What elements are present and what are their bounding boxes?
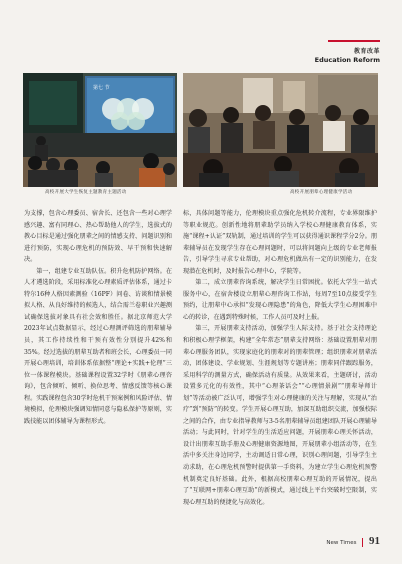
discussion-illustration	[183, 73, 378, 187]
classroom-illustration	[23, 73, 177, 187]
slide-title: 第七 节	[93, 85, 110, 91]
photo-classroom-lecture	[23, 73, 177, 187]
paragraph: 为支撑，包含心理委员、宿舍长、还包含一些对心理学感兴趣、富有同理心、热心帮助他人的学生，选拔式的教心目标是通过强化朋辈之间的情感支持、问题识别和进行预防，实现心理危机的预防效、早干预和快速解决。	[24, 210, 172, 264]
page-number: 91	[369, 535, 380, 547]
page-footer	[326, 535, 380, 547]
header-accent-bar	[328, 40, 380, 42]
article-column-left	[24, 208, 172, 427]
footer-divider	[362, 538, 363, 547]
photo-caption-2: 高校开展朋辈心理健康学活动	[290, 190, 353, 195]
paragraph: 标，具体问题等能力，伦理模块重点强化危机转介流程，专业界限维护等职业规范。创新性地将朋辈助学员纳入学校心理健康教育体系，实施“课程+认证”双轨制，通过培训的学生可以获得通识课程学分2分。朋辈辅导员在发现学生存在心理问题时，可以将问题向上级的专业老师报告，引导学生寻求专业帮助，对心理危机做出有一定的识别能力，在发现潜在危机时，及时报告心理中心，学院等。	[183, 210, 377, 275]
photo-group-discussion	[183, 73, 378, 187]
section-title-cn: 教育改革	[353, 48, 380, 55]
magazine-name: New Times	[326, 540, 357, 546]
paragraph: 第二，成立朋辈咨询系统，解决学生日常困扰。依托大学生一站式服务中心，在宿舍楼设立朋辈心理咨询工作站，每周7至10点接受学生预约，让朋辈中心承担“发现心理隐患”的角色，降低大学生心理困难中心的转诊，在遇到特殊时候，工作人员可及时上报。	[183, 279, 377, 321]
section-header	[315, 46, 380, 64]
section-title-en: Education Reform	[314, 56, 380, 64]
article-column-right	[183, 208, 377, 508]
paragraph: 第一，组建专业互助队伍。积升危机防护网络。在人才遴选阶段，采用标准化心理素质评估体系，通过卡特尔16种人格因素测验（16PF）问卷、访谈和情景模拟人格、从良好维持的候选人，结合需兰卷职业兴趣测试确保选拔对象具有社会效和胜任。据北京师范大学2023年试点数据显示，经过心理测评筛选的朋辈辅导员，其工作持续性和干预有效性分别提升42%和35%。经过选拔的朋辈互助者和班会长，心理委员一同开展心理培训，培训体系依据整“理论+实践+伦理”三位一体课程模块。基础课程设置32学时《朋辈心理咨询》，包含倾听、倾听、换位思考、情感反馈等核心课程。实践课程包含30学时危机干预案例和风险评估、情境模拟，伦理模块强调知情同意与隐私保护等原则，实践技能以团体辅导为课程形式。	[24, 267, 172, 425]
paragraph: 第三，开展朋辈支持活动，加强学生人际支持。基于社会支持理论和积极心理学框架，构建“全年常态”朋辈支持网络：基础设置朋辈对朋辈心理服务团队，实现家庭化的朋辈对的朋辈管理；组织朋辈对朋辈活动，团体建设、学业规划、生涯规划等专题讲座；朋辈同伴跟踪服务，采用科学的测量方式，确保活动有质量。从效果来看，主题研讨，活动设置多元化的有效性，其中“心理茶话会”“心理情景剧”“朋辈导师计划”等活动被广泛认可，增强学生对心理健康的关注与理解，实现从“治疗”到“预防”的转变。学生开展心理互助，加深互助组织交流，加强校际之间的合作，由专业指导教师与3-5名朋辈辅导员组建团队开展心理辅导活动；与此同时，针对学生的生活适应问题，开展朋辈心理关怀活动，设计出朋辈互助手册及心理健康资源地图，开展朋辈小组活动等，在生活中多关注身边同学，主动调适日常心理，识别心理问题，引导学生主动求助，在心理危机预警时提供第一手资料，为建立学生心理危机预警机制奠定良好基础。此外，根据高校朋辈心理互助的开展情况，提出了“互联网+朋辈心理互助”的新模式，通过线上平台突破时空限制，实现心理互助的便捷化与高效化。	[183, 325, 377, 506]
photo-caption-1: 高校开展大学生恢复主题教育主题活动	[45, 190, 127, 195]
